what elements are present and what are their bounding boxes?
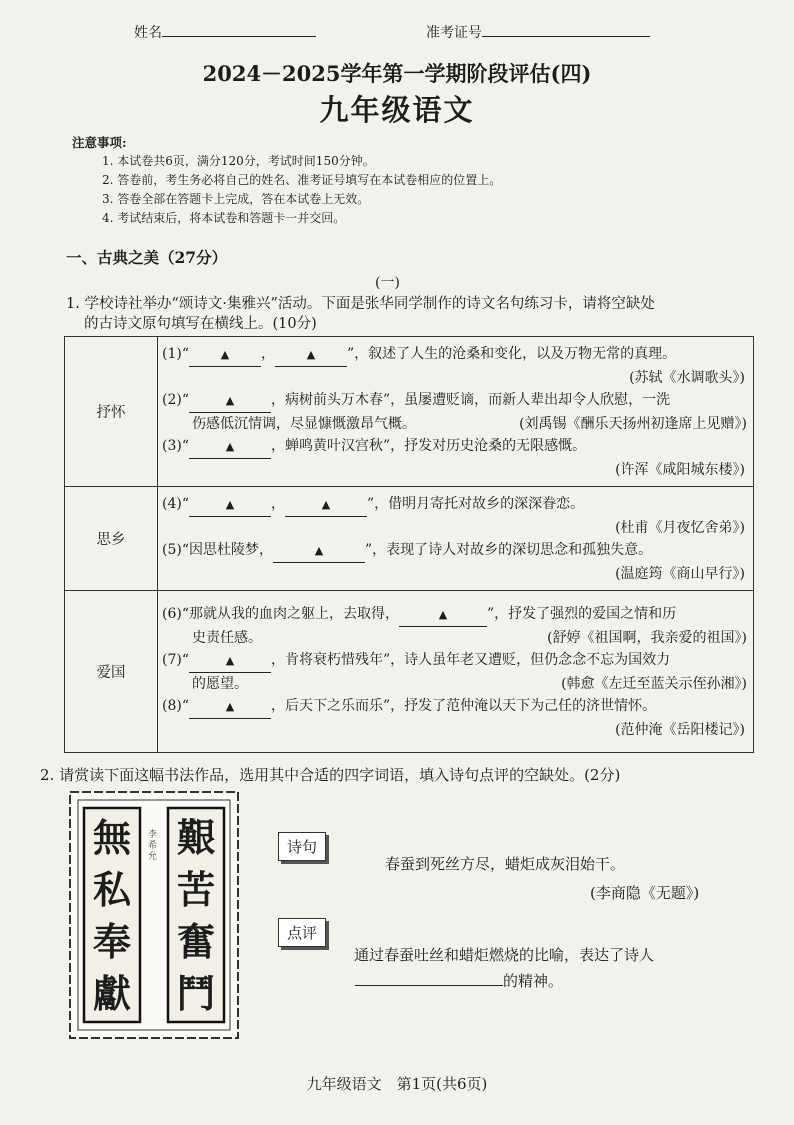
name-line — [162, 36, 316, 37]
calligraphy-inscription: 李希允 — [148, 830, 158, 862]
category-shuhuai: 抒怀 — [65, 337, 158, 487]
notes — [72, 133, 501, 228]
poem-line: 春蚕到死丝方尽，蜡炬成灰泪始干。 — [385, 855, 626, 873]
subsection-marker: (一) — [375, 275, 400, 291]
answer-blank[interactable]: ▲ — [399, 603, 487, 627]
exam-title: 2024－2025学年第一学期阶段评估(四) — [202, 61, 592, 86]
comment-line-2: 的精神。 — [355, 970, 563, 991]
note-item: 3. 答卷全部在答题卡上完成，答在本试卷上无效。 — [102, 192, 370, 206]
answer-blank[interactable]: ▲ — [275, 343, 347, 367]
answer-blank[interactable]: ▲ — [189, 493, 271, 517]
answer-blank[interactable]: ▲ — [189, 435, 271, 459]
comment-tag: 点评 — [278, 918, 326, 947]
subject-title: 九年级语文 — [319, 93, 475, 127]
page-footer: 九年级语文 第1页(共6页) — [306, 1075, 488, 1093]
question-1: 1. 学校诗社举办“颂诗文·集雅兴”活动。下面是张华同学制作的诗文名句练习卡，请将空缺处 的古诗文原句填写在横线上。(10分) — [66, 296, 655, 332]
note-item: 1. 本试卷共6页，满分120分，考试时间150分钟。 — [102, 154, 375, 168]
answer-blank[interactable]: ▲ — [285, 493, 367, 517]
answer-blank[interactable]: ▲ — [273, 539, 365, 563]
notes-title: 注意事项: — [72, 135, 127, 150]
answer-blank[interactable]: ▲ — [189, 649, 271, 673]
exam-id-line — [482, 36, 650, 37]
category-aiguo: 爱国 — [65, 591, 158, 753]
comment-answer-blank[interactable] — [355, 985, 503, 986]
category-sixiang: 思乡 — [65, 487, 158, 591]
calligraphy-right-column: 艱 苦 奮 鬥 — [176, 815, 215, 1016]
note-item: 2. 答卷前，考生务必将自己的姓名、准考证号填写在本试卷相应的位置上。 — [102, 173, 502, 187]
section-title: 一、古典之美（27分） — [66, 248, 228, 267]
items-shuhuai: (1)“ ▲ ， ▲ ”，叙述了人生的沧桑和变化，以及万物无常的真理。 (苏轼《水调歌头》) (2)“ ▲ ，病树前头万木春”，虽屡遭贬谪，而新人辈出却令人欣慰，一洗 伤感低沉情调，尽显慷慨激昂气概。 (刘禹锡《酬乐天扬州初逢席上见赠》) (3)“ ▲ ，蝉鸣黄叶汉宫秋”，抒发对历史沧桑的无限感慨。 (许浑《咸阳城东楼》) — [158, 337, 754, 487]
name-label: 姓名 — [134, 22, 316, 42]
practice-card — [64, 336, 754, 753]
comment-line-1: 通过春蚕吐丝和蜡炬燃烧的比喻，表达了诗人 — [354, 946, 655, 964]
items-aiguo: (6)“那就从我的血肉之躯上，去取得， ▲ ”，抒发了强烈的爱国之情和历 史责任感。 (舒婷《祖国啊，我亲爱的祖国》) (7)“ ▲ ，肯将衰朽惜残年”，诗人虽年老又遭贬，但仍念念不忘为国效力 的愿望。 (韩愈《左迁至蓝关示侄孙湘》) (8)“ ▲ ，后天下之乐而乐”，抒发了范仲淹以天下为己任的济世情怀。 (范仲淹《岳阳楼记》) — [158, 591, 754, 753]
note-item: 4. 考试结束后，将本试卷和答题卡一并交回。 — [102, 211, 346, 225]
items-sixiang: (4)“ ▲ ， ▲ ”，借明月寄托对故乡的深深眷恋。 (杜甫《月夜忆舍弟》) (5)“因思杜陵梦， ▲ ”，表现了诗人对故乡的深切思念和孤独失意。 (温庭筠《商山早行》) — [158, 487, 754, 591]
calligraphy-left-column: 無 私 奉 獻 — [92, 815, 131, 1016]
answer-blank[interactable]: ▲ — [189, 695, 271, 719]
exam-id-label: 准考证号 — [426, 22, 650, 42]
question-2: 2. 请赏读下面这幅书法作品，选用其中合适的四字词语，填入诗句点评的空缺处。(2分) — [40, 766, 621, 784]
poem-source: (李商隐《无题》) — [590, 884, 700, 902]
calligraphy-artwork — [68, 790, 240, 1040]
answer-blank[interactable]: ▲ — [189, 343, 261, 367]
answer-blank[interactable]: ▲ — [189, 389, 271, 413]
poem-tag: 诗句 — [278, 832, 326, 861]
